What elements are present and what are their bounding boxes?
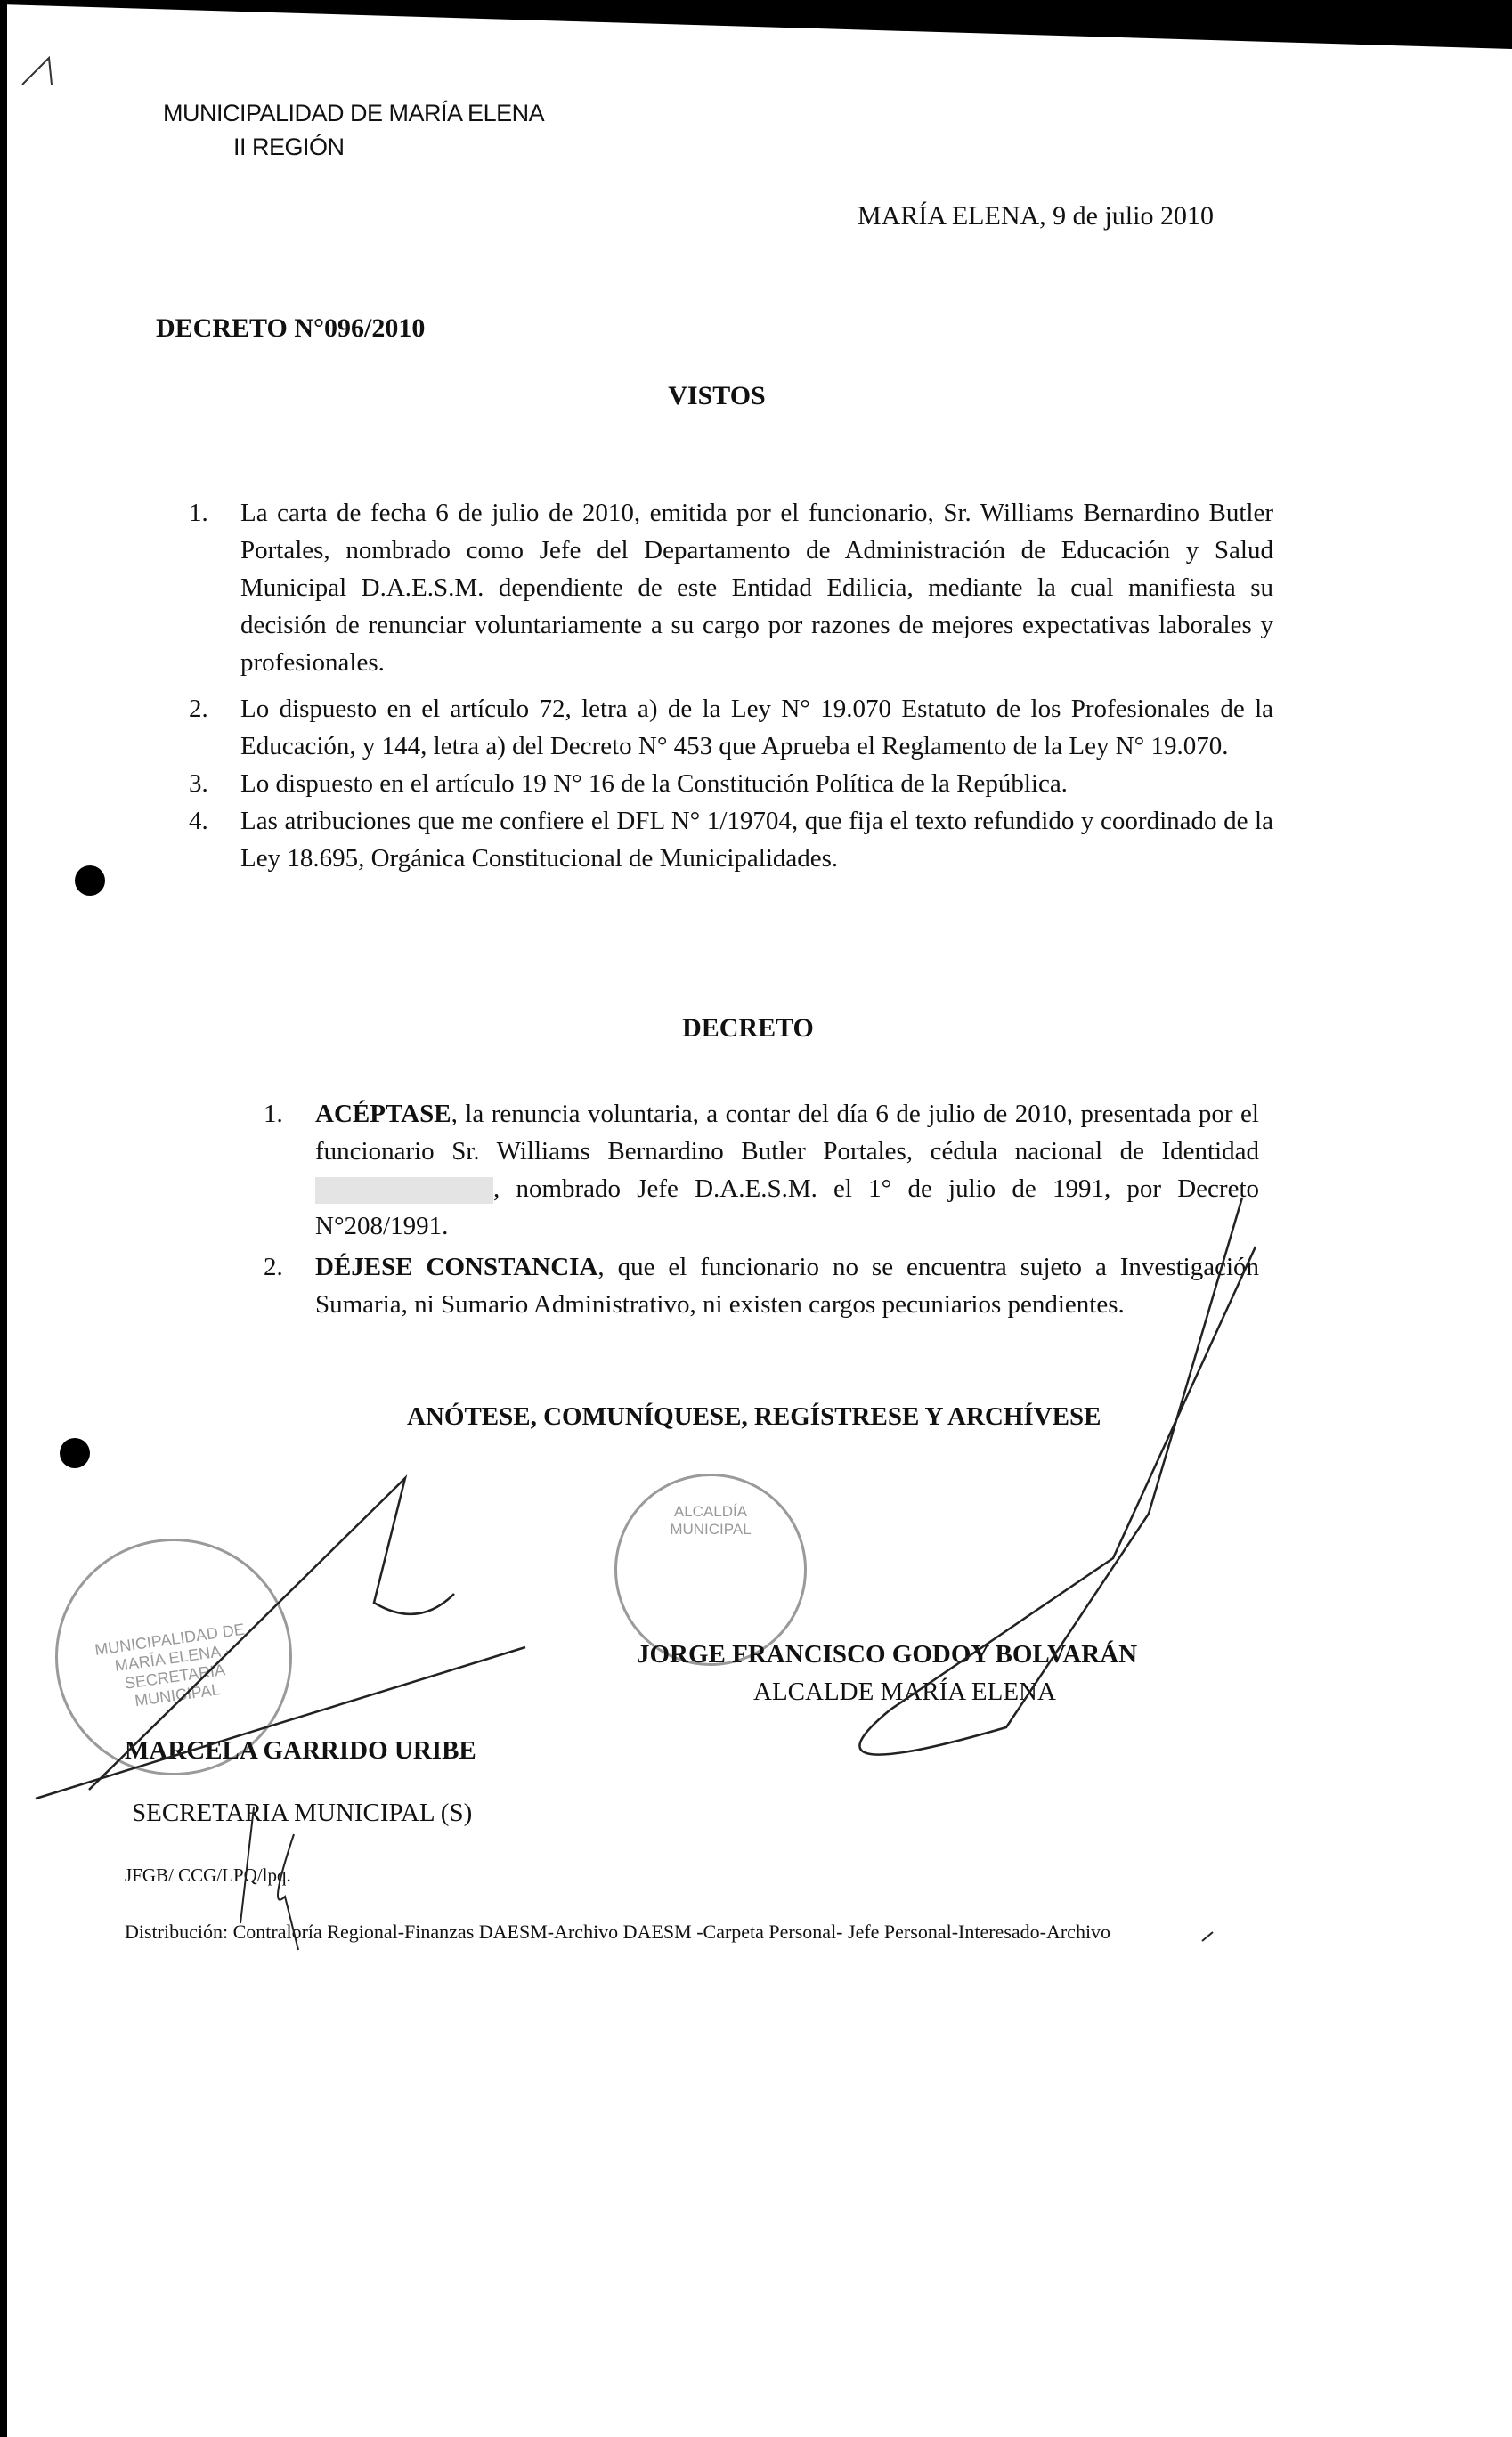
mayor-stamp: [614, 1474, 807, 1666]
stamp-text: ALCALDÍA MUNICIPAL: [670, 1503, 752, 1538]
item-bold: DÉJESE CONSTANCIA: [315, 1253, 598, 1281]
item-number: 2.: [264, 1253, 283, 1281]
item-text: , la renuncia voluntaria, a contar del día 6 de julio de 2010, presentada por el funcionario Sr. Williams Bernardino Butler Portales, cédula nacional de Identidad: [315, 1100, 1259, 1166]
redacted-id: [315, 1177, 493, 1204]
item-number: 1.: [264, 1100, 283, 1128]
distribution-line: Distribución: Contraloría Regional-Finanzas DAESM-Archivo DAESM -Carpeta Personal- Jefe Personal-Interesado-Archivo: [125, 1921, 1111, 1943]
punch-hole: [75, 865, 105, 896]
date-line: MARÍA ELENA, 9 de julio 2010: [858, 201, 1214, 231]
item-number: 4.: [189, 807, 208, 835]
staple-mark: [22, 58, 52, 85]
punch-hole: [60, 1438, 90, 1468]
item-text: Lo dispuesto en el artículo 72, letra a) de la Ley N° 19.070 Estatuto de los Profesionales de la Educación, y 144, letra a) del Decreto N° 453 que Aprueba el Reglamento de la Ley N° 19.070.: [240, 695, 1273, 760]
region-name: II REGIÓN: [233, 134, 345, 160]
item-number: 2.: [189, 695, 208, 723]
item-bold: ACÉPTASE: [315, 1100, 451, 1128]
vistos-heading: VISTOS: [668, 381, 766, 410]
item-text: Lo dispuesto en el artículo 19 N° 16 de la Constitución Política de la República.: [240, 769, 1068, 798]
closing-formula: ANÓTESE, COMUNÍQUESE, REGÍSTRESE Y ARCHÍVESE: [407, 1402, 1101, 1431]
item-text: , nombrado Jefe D.A.E.S.M. el 1° de julio de 1991, por Decreto N°208/1991.: [315, 1174, 1259, 1240]
decree-number: DECRETO N°096/2010: [156, 313, 426, 343]
item-number: 1.: [189, 499, 208, 527]
stamp-text: MUNICIPALIDAD DE MARÍA ELENA · SECRETARIA MUNICIPAL: [93, 1620, 246, 1710]
decreto-heading: DECRETO: [682, 1013, 814, 1043]
vistos-item: [189, 765, 1273, 802]
secretary-name: MARCELA GARRIDO URIBE: [125, 1736, 476, 1765]
initials-line: JFGB/ CCG/LPQ/lpq.: [125, 1864, 291, 1886]
decreto-list: [264, 1095, 1260, 1323]
mayor-name: JORGE FRANCISCO GODOY BOLVARÁN: [637, 1640, 1138, 1669]
vistos-item: [189, 690, 1273, 765]
vistos-item: [189, 802, 1273, 877]
item-number: 3.: [189, 769, 208, 798]
municipality-name: MUNICIPALIDAD DE MARÍA ELENA: [163, 100, 545, 126]
vistos-list: [189, 494, 1273, 877]
decreto-item: [264, 1095, 1259, 1245]
decreto-item: [264, 1248, 1260, 1323]
vistos-item: [189, 494, 1273, 681]
item-text: La carta de fecha 6 de julio de 2010, emitida por el funcionario, Sr. Williams Bernardino Butler Portales, nombrado como Jefe del Departamento de Administración de Educación y Salud Municipal D.A.E.S.M. dependiente de este Entidad Edilicia, mediante la cual manifiesta su decisión de renunciar voluntariamente a su cargo por razones de mejores expectativas laborales y profesionales.: [240, 499, 1273, 677]
item-text: , que el funcionario no se encuentra sujeto a Investigación Sumaria, ni Sumario Administrativo, ni existen cargos pecuniarios pendientes.: [315, 1253, 1260, 1319]
item-text: Las atribuciones que me confiere el DFL N° 1/19704, que fija el texto refundido y coordinado de la Ley 18.695, Orgánica Constitucional de Municipalidades.: [240, 807, 1273, 873]
secretary-title: SECRETARIA MUNICIPAL (S): [132, 1799, 473, 1827]
mayor-title: ALCALDE MARÍA ELENA: [753, 1677, 1056, 1706]
